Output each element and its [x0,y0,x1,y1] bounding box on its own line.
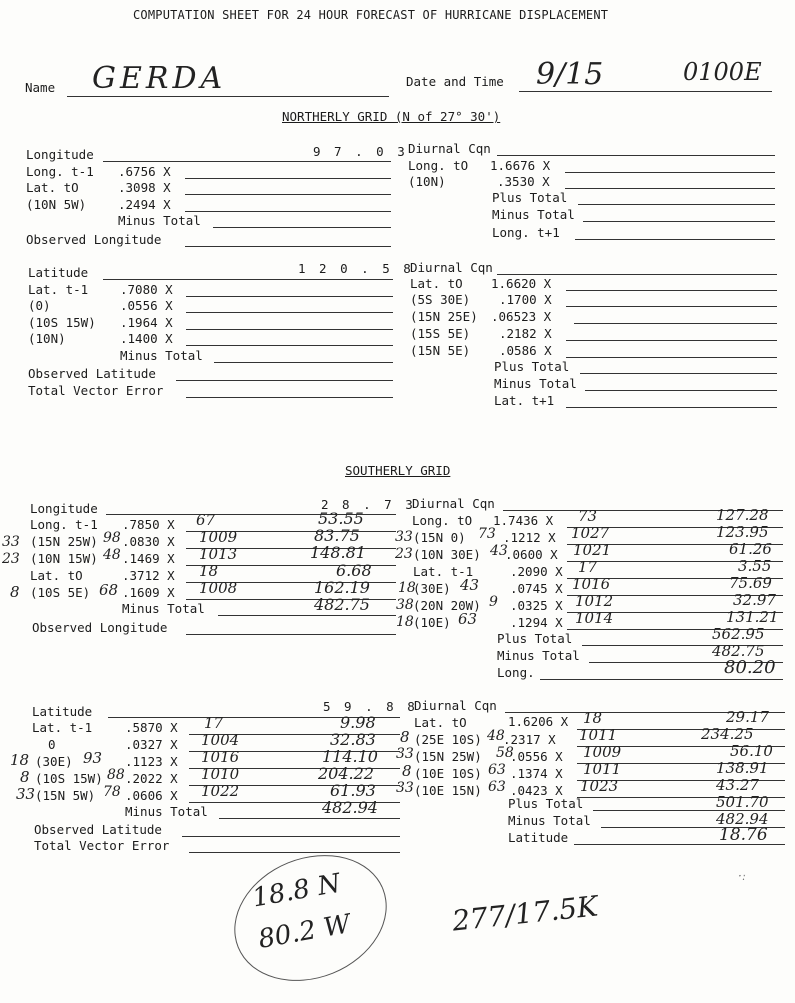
row-label: Long. tO [412,513,473,528]
observed-latitude-label: Observed Latitude [28,366,156,381]
row-pre-mark: 23 [395,546,413,562]
minus-total-label: Minus Total [125,804,208,819]
entry-line [566,340,777,341]
row-product: 114.10 [322,747,378,766]
minus-total-value: 482.75 [314,595,370,614]
name-label: Name [25,80,56,95]
row-entry: 1027 [571,524,610,542]
row-label: (10S 5E) [30,585,91,600]
minus-total-line [585,390,777,391]
minus-total-label: Minus Total [118,213,201,228]
row-mid-mark: 43 [490,543,508,559]
entry-line [185,194,391,195]
row-pre-mark: 18 [396,614,414,630]
row-mid-mark: 9 [489,594,498,610]
row-coefficient: .0325 X [510,598,563,613]
longitude-line [103,161,391,162]
row-product: 3.55 [738,557,772,575]
motion-note: 277/17.5K [450,889,600,938]
row-label: (10N 30E) [413,547,481,562]
plus-total-label: Plus Total [497,631,573,646]
row-label: (10N 15W) [30,551,98,566]
plus-total-label: Plus Total [492,190,568,205]
total-vector-error-label: Total Vector Error [28,383,164,398]
observed-latitude-label: Observed Latitude [34,822,162,837]
total-vector-error-line [186,397,393,398]
row-entry: 1023 [580,777,619,795]
row-coefficient: .6756 X [118,164,171,179]
row-product: 61.93 [330,781,376,800]
row-coefficient: .0327 X [125,737,178,752]
row-label: Lat. tO [30,568,83,583]
diurnal-line [497,155,775,156]
name-value: GERDA [92,61,227,96]
longitude-label: Longitude [30,501,98,516]
plus-total-value: 501.70 [716,793,769,811]
row-label: (10N) [408,174,446,189]
row-entry: 17 [204,714,224,732]
observed-latitude-line [176,380,393,381]
plus-total-label: Plus Total [508,796,584,811]
row-product: 204.22 [318,764,374,783]
row-mid-mark: 43 [460,576,480,594]
sheet-title: COMPUTATION SHEET FOR 24 HOUR FORECAST OF HURRICANE DISPLACEMENT [133,8,609,22]
row-entry: 73 [578,507,598,525]
diurnal-label: Diurnal Cqn [410,260,493,275]
row-product: 61.26 [729,540,772,558]
row-mid-mark: 48 [103,547,121,563]
position-note-longitude: 80.2 W [256,909,353,955]
row-coefficient: .3712 X [122,568,175,583]
latitude-result-line [574,844,785,845]
observed-longitude-label: Observed Longitude [32,620,168,635]
row-entry: 1011 [579,726,618,744]
row-product: 32.97 [733,591,776,609]
row-entry: 1014 [575,609,614,627]
row-coefficient: .0586 X [499,343,552,358]
row-coefficient: .2022 X [125,771,178,786]
row-entry: 1008 [199,579,238,597]
row-pre-mark: 33 [2,534,20,550]
row-coefficient: .2182 X [499,326,552,341]
row-mid-mark: 68 [99,581,119,599]
row-coefficient: .0556 X [510,749,563,764]
row-product: 123.95 [716,523,769,541]
entry-line [185,211,391,212]
row-product: 6.68 [336,561,372,580]
latitude-value: 1 2 0 . 5 8 [298,261,414,276]
row-label: (15N 25E) [410,309,478,324]
row-label: Lat. t-1 [32,720,93,735]
minus-total-value: 482.75 [712,642,765,660]
observed-longitude-line [186,634,396,635]
latitude-result-label: Latitude [508,830,569,845]
row-label: Lat. tO [26,180,79,195]
row-label: (10E 15N) [414,783,482,798]
observed-longitude-line [185,246,391,247]
lat-t1-label: Lat. t+1 [494,393,555,408]
diurnal-line [497,274,777,275]
minus-total-value: 482.94 [322,798,378,817]
row-pre-mark: 8 [400,728,410,746]
row-coefficient: .1609 X [122,585,175,600]
row-coefficient: .1294 X [510,615,563,630]
row-mid-mark: 98 [103,530,121,546]
row-product: 56.10 [730,742,773,760]
row-entry: 1010 [201,765,240,783]
diurnal-label: Diurnal Cqn [412,496,495,511]
row-label: (15N 5W) [35,788,96,803]
row-product: 138.91 [716,759,769,777]
row-pre-mark: 23 [2,551,20,567]
minus-total-label: Minus Total [492,207,575,222]
row-label: 0 [48,737,56,752]
row-mid-mark: 88 [107,767,125,783]
row-product: 83.75 [314,526,360,545]
date-value: 9/15 [536,57,604,92]
row-product: 29.17 [726,708,769,726]
longitude-value: 2 8 . 7 3 [321,497,416,512]
row-product: 162.19 [314,578,370,597]
observed-longitude-label: Observed Longitude [26,232,162,247]
date-label: Date and Time [406,74,504,89]
observed-latitude-line [182,836,400,837]
row-coefficient: .2494 X [118,197,171,212]
row-label: (15N 0) [413,530,466,545]
row-coefficient: .0600 X [505,547,558,562]
entry-line [186,329,393,330]
minus-total-label: Minus Total [497,648,580,663]
latitude-result-value: 18.76 [719,825,768,845]
row-pre-mark: 8 [402,762,412,780]
row-entry: 1004 [201,731,240,749]
row-coefficient: .0606 X [125,788,178,803]
entry-line [565,188,775,189]
entry-line [186,345,393,346]
row-coefficient: .1964 X [120,315,173,330]
entry-line [566,306,777,307]
row-entry: 1009 [583,743,622,761]
row-label: (30E) [413,581,451,596]
row-coefficient: 1.6676 X [490,158,551,173]
row-label: (10N 5W) [26,197,87,212]
row-pre-mark: 33 [16,785,36,803]
row-product: 75.69 [729,574,772,592]
minus-total-label: Minus Total [120,348,203,363]
row-coefficient: 1.6206 X [508,714,569,729]
row-label: Long. t-1 [30,517,98,532]
row-coefficient: .5870 X [125,720,178,735]
row-pre-mark: 8 [10,583,20,601]
row-entry: 1012 [575,592,614,610]
row-coefficient: .0830 X [122,534,175,549]
minus-total-line [218,615,396,616]
row-coefficient: .1469 X [122,551,175,566]
row-label: (10E 10S) [414,766,482,781]
row-coefficient: .7080 X [120,282,173,297]
row-label: (10S 15W) [35,771,103,786]
row-coefficient: 1.7436 X [493,513,554,528]
entry-line [566,357,777,358]
latitude-value: 5 9 . 8 8 [323,699,418,714]
row-label: Long. t-1 [26,164,94,179]
row-mid-mark: 93 [83,749,103,767]
row-product: 131.21 [726,608,779,626]
row-label: Lat. t-1 [413,564,474,579]
row-coefficient: .7850 X [122,517,175,532]
row-label: (10S 15W) [28,315,96,330]
long-result-label: Long. [497,665,535,680]
row-product: 32.83 [330,730,376,749]
row-pre-mark: 33 [395,529,413,545]
row-mid-mark: 58 [496,745,514,761]
plus-total-line [580,373,777,374]
stray-mark: ·ː [738,869,746,883]
row-label: (0) [28,298,51,313]
lat-t1-line [566,407,777,408]
row-coefficient: .1374 X [510,766,563,781]
row-mid-mark: 48 [487,728,505,744]
row-label: (15N 25W) [30,534,98,549]
row-entry: 1013 [199,545,238,563]
plus-total-value: 562.95 [712,625,765,643]
row-label: (15S 5E) [410,326,471,341]
row-pre-mark: 33 [396,780,414,796]
entry-line [566,290,777,291]
row-label: (5S 30E) [410,292,471,307]
row-entry: 18 [199,562,219,580]
total-vector-error-label: Total Vector Error [34,838,170,853]
row-label: (25E 10S) [414,732,482,747]
entry-line [186,312,393,313]
row-entry: 1016 [201,748,240,766]
name-underline [67,96,389,97]
row-coefficient: .0423 X [510,783,563,798]
latitude-line [103,279,393,280]
row-entry: 1016 [572,575,611,593]
row-entry: 18 [583,709,603,727]
row-product: 53.55 [318,509,364,528]
diurnal-label: Diurnal Cqn [408,141,491,156]
minus-total-line [214,362,393,363]
row-label: (15N 25W) [414,749,482,764]
row-label: (15N 5E) [410,343,471,358]
row-coefficient: .1212 X [503,530,556,545]
row-coefficient: .1700 X [499,292,552,307]
row-product: 148.81 [310,543,366,562]
row-coefficient: .1400 X [120,331,173,346]
row-mid-mark: 63 [488,779,506,795]
row-coefficient: .3098 X [118,180,171,195]
row-mid-mark: 73 [478,526,496,542]
long-t1-line [575,239,775,240]
long-result-value: 80.20 [724,657,776,678]
row-pre-mark: 38 [396,597,414,613]
latitude-label: Latitude [32,704,93,719]
row-coefficient: 1.6620 X [491,276,552,291]
row-label: (20N 20W) [413,598,481,613]
row-coefficient: .2090 X [510,564,563,579]
latitude-label: Latitude [28,265,89,280]
diurnal-label: Diurnal Cqn [414,698,497,713]
row-mid-mark: 63 [458,610,478,628]
minus-total-label: Minus Total [508,813,591,828]
row-coefficient: .06523 X [491,309,552,324]
row-label: Long. tO [408,158,469,173]
plus-total-label: Plus Total [494,359,570,374]
minus-total-label: Minus Total [494,376,577,391]
row-entry: 1009 [199,528,238,546]
row-coefficient: .3530 X [497,174,550,189]
row-entry: 1022 [201,782,240,800]
row-entry: 1011 [583,760,622,778]
minus-total-label: Minus Total [122,601,205,616]
minus-total-line [219,818,400,819]
northerly-heading: NORTHERLY GRID (N of 27° 30') [282,109,501,124]
entry-line [565,172,775,173]
row-coefficient: .2317 X [503,732,556,747]
plus-total-line [578,204,775,205]
row-entry: 17 [578,558,598,576]
minus-total-line [583,221,775,222]
long-t1-label: Long. t+1 [492,225,560,240]
row-product: 234.25 [701,725,754,743]
southerly-heading: SOUTHERLY GRID [345,463,451,478]
row-label: Lat. tO [414,715,467,730]
row-pre-mark: 33 [396,746,414,762]
longitude-value: 9 7 . 0 3 [313,144,408,159]
row-label: (30E) [35,754,73,769]
row-product: 9.98 [340,713,376,732]
long-result-line [540,679,783,680]
row-label: (10E) [413,615,451,630]
minus-total-line [213,227,391,228]
time-value: 0100E [683,58,762,86]
row-mid-mark: 63 [488,762,506,778]
total-vector-error-line [189,852,400,853]
row-product: 43.27 [716,776,759,794]
row-entry: 1021 [573,541,612,559]
row-coefficient: .0745 X [510,581,563,596]
row-coefficient: .1123 X [125,754,178,769]
row-pre-mark: 8 [20,768,30,786]
row-product: 127.28 [716,506,769,524]
row-pre-mark: 18 [10,751,30,769]
entry-line [574,323,777,324]
position-note-latitude: 18.8 N [250,868,343,914]
row-label: Lat. t-1 [28,282,89,297]
row-mid-mark: 78 [103,784,121,800]
minus-total-value: 482.94 [716,810,769,828]
row-label: (10N) [28,331,66,346]
entry-line [186,296,393,297]
longitude-label: Longitude [26,147,94,162]
row-label: Lat. tO [410,276,463,291]
row-pre-mark: 18 [398,580,416,596]
row-coefficient: .0556 X [120,298,173,313]
entry-line [185,178,391,179]
row-entry: 67 [196,511,216,529]
